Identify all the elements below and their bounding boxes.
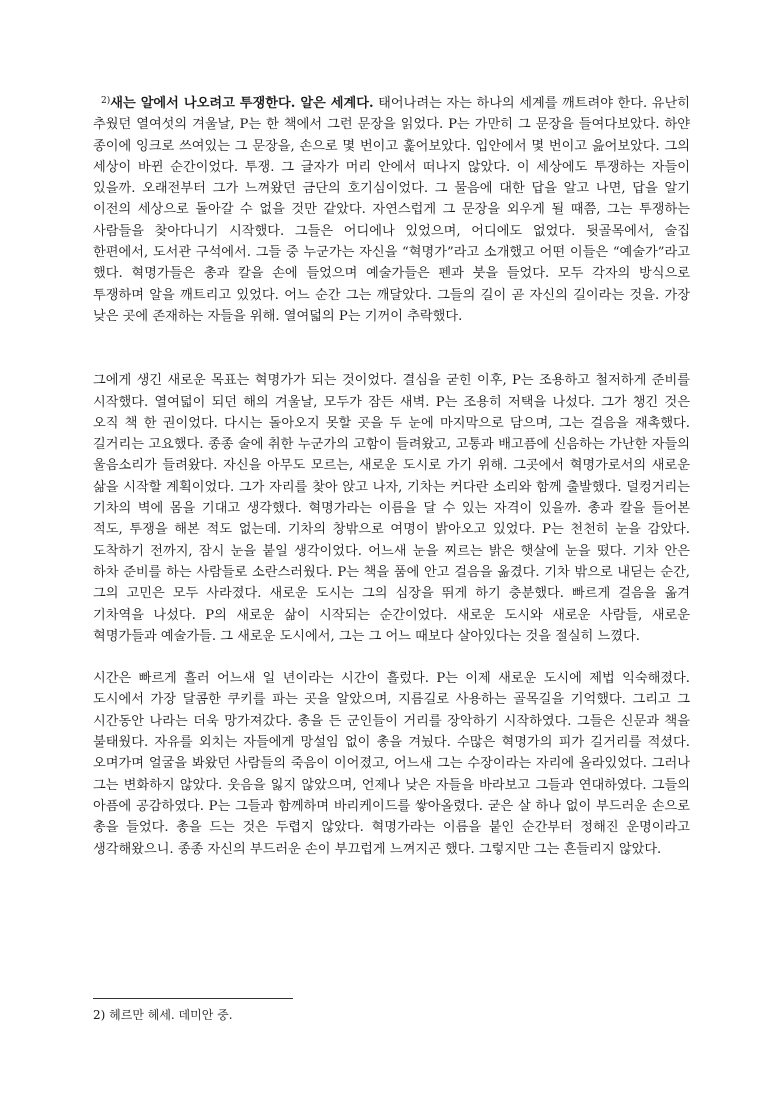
document-body — [93, 93, 690, 860]
paragraph-2: 그에게 생긴 새로운 목표는 혁명가가 되는 것이었다. 결심을 굳힌 이후, P는 조용하고 철저하게 준비를 시작했다. 열여덟이 되던 해의 겨울날, 모두가 잠든 새벽. P는 조용히 저택을 나섰다. 그가 챙긴 것은 오직 책 한 권이었다. 다시는 돌아오지 못할 곳을 두 눈에 마지막으로 담으며, 그는 걸음을 재촉했다. 길거리는 고요했다. 종종 술에 취한 누군가의 고함이 들려왔고, 고통과 배고픔에 신음하는 가난한 자들의 울음소리가 들려왔다. 자신을 아무도 모르는, 새로운 도시로 가기 위해. 그곳에서 혁명가로서의 새로운 삶을 시작할 계획이었다. 그가 자리를 찾아 앉고 나자, 기차는 커다란 소리와 함께 출발했다. 덜컹거리는 기차의 벽에 몸을 기대고 생각했다. 혁명가라는 이름을 달 수 있는 자격이 있을까. 총과 칼을 들어본 적도, 투쟁을 해본 적도 없는데. 기차의 창밖으로 여명이 밝아오고 있었다. P는 천천히 눈을 감았다. 도착하기 전까지, 잠시 눈을 붙일 생각이었다. 어느새 눈을 찌르는 밝은 햇살에 눈을 떴다. 기차 안은 하차 준비를 하는 사람들로 소란스러웠다. P는 책을 품에 안고 걸음을 옮겼다. 기차 밖으로 내딛는 순간, 그의 고민은 모두 사라졌다. 새로운 도시는 그의 심장을 뛰게 하기 충분했다. 빠르게 걸음을 옮겨 기차역을 나섰다. P의 새로운 삶이 시작되는 순간이었다. 새로운 도시와 새로운 사람들, 새로운 혁명가들과 예술가들. 그 새로운 도시에서, 그는 그 어느 때보다 살아있다는 것을 절실히 느꼈다. — [93, 373, 690, 644]
paragraph-1-text: 태어나려는 자는 하나의 세계를 깨트려야 한다. 유난히 추웠던 열여섯의 겨울날, P는 한 책에서 그런 문장을 읽었다. P는 가만히 그 문장을 들여다보았다. 하얀 종이에 잉크로 쓰여있는 그 문장을, 손으로 몇 번이고 훑어보았다. 입안에서 몇 번이고 읊어보았다. 그의 세상이 바뀐 순간이었다. 투쟁. 그 글자가 머리 안에서 떠나지 않았다. 이 세상에도 투쟁하는 자들이 있을까. 오래전부터 그가 느껴왔던 금단의 호기심이었다. 그 물음에 대한 답을 알고 나면, 답을 알기 이전의 세상으로 돌아갈 수 없을 것만 같았다. 자연스럽게 그 문장을 외우게 될 때쯤, 그는 투쟁하는 사람들을 찾아다니기 시작했다. 그들은 어디에나 있었으며, 어디에도 없었다. 뒷골목에서, 술집 한편에서, 도서관 구석에서. 그들 중 누군가는 자신을 “혁명가”라고 소개했고 어떤 이들은 “예술가”라고 했다. 혁명가들은 총과 칼을 손에 들었으며 예술가들은 펜과 붓을 들었다. 모두 각자의 방식으로 투쟁하며 알을 깨트리고 있었다. 어느 순간 그는 깨달았다. 그들의 길이 곧 자신의 길이라는 것을. 가장 낮은 곳에 존재하는 자들을 위해. 열여덟의 P는 기꺼이 추락했다. — [93, 96, 690, 324]
paragraph-3: 시간은 빠르게 흘러 어느새 일 년이라는 시간이 흘렀다. P는 이제 새로운 도시에 제법 익숙해졌다. 도시에서 가장 달콤한 쿠키를 파는 곳을 알았으며, 지름길로 사용하는 골목길을 기억했다. 그리고 그 시간동안 나라는 더욱 망가져갔다. 총을 든 군인들이 거리를 장악하기 시작하였다. 그들은 신문과 책을 불태웠다. 자유를 외치는 자들에게 망설임 없이 총을 겨눴다. 수많은 혁명가의 피가 길거리를 적셨다. 오며가며 얼굴을 봐왔던 사람들의 죽음이 이어졌고, 어느새 그는 수장이라는 자리에 올라있었다. 그러나 그는 변화하지 않았다. 웃음을 잃지 않았으며, 언제나 낮은 자들을 바라보고 그들과 연대하였다. 그들의 아픔에 공감하였다. P는 그들과 함께하며 바리케이드를 쌓아올렸다. 굳은 살 하나 없이 부드러운 손으로 총을 들었다. 총을 드는 것은 두렵지 않았다. 혁명가라는 이름을 붙인 순간부터 정해진 운명이라고 생각해왔으니. 종종 자신의 부드러운 손이 부끄럽게 느껴지곤 했다. 그렇지만 그는 흔들리지 않았다. — [93, 671, 690, 857]
paragraph-1 — [93, 93, 690, 327]
footnote-divider — [93, 998, 293, 999]
paragraph-spacer — [93, 647, 690, 668]
footnote-reference: 2) — [101, 96, 111, 106]
paragraph-spacer — [93, 327, 690, 370]
bold-quote: 새는 알에서 나오려고 투쟁한다. 알은 세계다. — [110, 96, 374, 111]
footnote: 2) 헤르만 헤세. 데미안 중. — [93, 1008, 233, 1022]
